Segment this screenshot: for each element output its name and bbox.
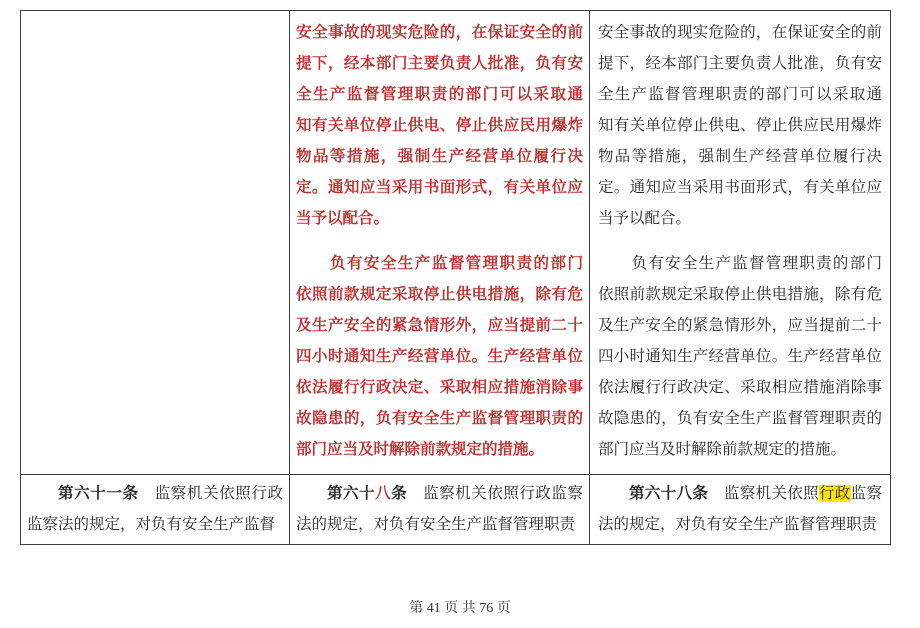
cell-row1-revision-text (289, 11, 589, 474)
cell-row2-old-article-61 (21, 474, 289, 544)
law-comparison-table (20, 10, 891, 545)
revision-paragraph-2: 负有安全生产监督管理职责的部门 依照前款规定采取停止供电措施，除有危 及生产安全的紧急情形外，应当提前二十 四小时通知生产经营单位。生产经营单位 依法履行行政决定、采取相应措施消除事 故隐患的，负有安全生产监督管理职责的 部门应当及时解除前款规定的措施。 (296, 255, 583, 458)
final-paragraph-1: 安全事故的现实危险的，在保证安全的前 提下，经本部门主要负责人批准，负有安 全生产监督管理职责的部门可以采取通 知有关单位停止供电、停止供应民用爆炸 物品等措施，强制生产经营单位履行决 定。通知应当采用书面形式，有关单位应 当予以配合。 (598, 24, 882, 227)
page-number-footer: 第 41 页 共 76 页 (409, 601, 511, 616)
final-paragraph-2: 负有安全生产监督管理职责的部门 依照前款规定采取停止供电措施，除有危 及生产安全的紧急情形外，应当提前二十 四小时通知生产经营单位。生产经营单位 依法履行行政决定、采取相应措施消除事 故隐患的，负有安全生产监督管理职责的 部门应当及时解除前款规定的措施。 (598, 255, 882, 458)
cell-row1-left-empty (21, 11, 289, 474)
cell-row2-revision-article-68 (289, 474, 589, 544)
final-article-68-text: 第六十八条 监察机关依照行政监察法的规定，对负有安全生产监督管理职责 (598, 485, 882, 533)
article-61-text: 第六十一条 监察机关依照行政监察法的规定，对负有安全生产监督 (27, 485, 283, 533)
cell-row2-final-article-68 (589, 474, 890, 544)
cell-row1-final-text (589, 11, 890, 474)
revision-article-68-text: 第六十八条 监察机关依照行政监察法的规定，对负有安全生产监督管理职责 (296, 485, 583, 533)
revision-paragraph-1: 安全事故的现实危险的，在保证安全的前 提下，经本部门主要负责人批准，负有安 全生产监督管理职责的部门可以采取通 知有关单位停止供电、停止供应民用爆炸 物品等措施，强制生产经营单位履行决 定。通知应当采用书面形式，有关单位应 当予以配合。 (296, 24, 583, 227)
